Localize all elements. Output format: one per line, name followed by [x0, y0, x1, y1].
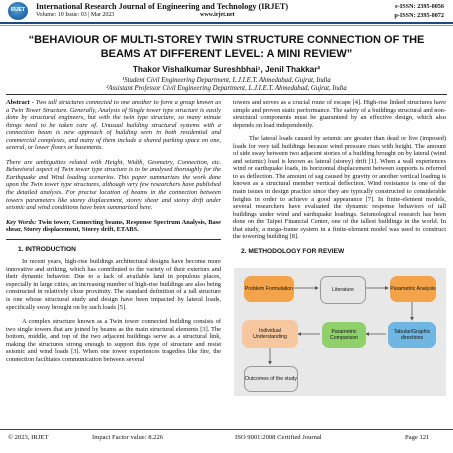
node-outcomes-of-study: Outcomes of the study: [244, 366, 298, 392]
paper-title: “BEHAVIOUR OF MULTI-STOREY TWIN STRUCTURE CONNECTION OF THE BEAMS AT DIFFERENT LEVEL: A MINI REVIEW”: [28, 34, 425, 60]
abstract-paragraph-2: There are ambiguities related with Height, Width, Geometry, Connection, etc. Behavioral aspect of Twin tower type structure is to be analysed thoroughly for the Earthquake and Wind loading scenarios. This paper summarizes the work done upon the Twin tower type structures, although very few researchers have published the detailed analysis. For precise location of beams in the connection between towers parameters like storey displacement, storey shear and storey drift under seismic and wind conditions have been summarized here.: [6, 158, 221, 212]
right-paragraph-2: The lateral loads caused by seismic are greater than dead or live (imposed) loads for very tall buildings because wind pressure rises with height. The amount of side sway between two adjacent stories of a building brought on by lateral (wind and seismic) load is known as lateral (storey) drift [1]. When a wall experiences wind or earthquake loads, its horizontal displacement between supports is referred to as deflection. The amount of sag caused by gravity or another vertical loading is known as a structural member vertical deflection. Wind resistance is one of the main issues in design practice since they are typically constructed to considerable heights in order to achieve a good appearance [7]. In finite-element models, several researchers have evaluated the dynamic response behaviors of tall buildings under wind and earthquake loadings. Seismological research has been done on the Taipei Financial Center, one of the tallest buildings in the world. In that study, a mega-frame system in a finite-element model was used to construct the towering building [8].: [233, 135, 446, 241]
footer-copyright: © 2023, IRJET: [8, 434, 49, 441]
irjet-logo: IRJET: [8, 2, 28, 20]
node-tabular-graphic-directions: Tabular/Graphic directions: [388, 322, 436, 348]
node-problem-formulation: Problem Formulation: [244, 276, 294, 302]
node-individual-understanding: Individual Understanding: [242, 320, 298, 348]
left-column: [6, 99, 221, 363]
node-parametric-comparison: Parametric Comparison: [322, 322, 366, 348]
right-column: [233, 99, 446, 255]
journal-header: [0, 0, 453, 22]
footer-page-number: Page 121: [405, 434, 430, 441]
abstract: Abstract - Two tall structures connected to one another to form a group known as a Twin Tower Structure. Generally, Analysis of Single tower type structure is easily done by structural engineers, but with the twin type structure, so many minute things need to be taken care of. Unusual building structural systems with a connection beam is new approach of building seen in both residential and commercial complexes, and many of them include a shared parking space on one, several, or lower floors or basements.: [6, 99, 221, 152]
node-parametric-analysis: Parametric Analysis: [390, 276, 436, 302]
abstract-label: Abstract -: [6, 99, 34, 106]
footer-iso: ISO 9001:2008 Certified Journal: [235, 434, 322, 441]
section-introduction-heading: 1. INTRODUCTION: [18, 245, 76, 253]
footer-rule: [0, 429, 453, 430]
keywords: Key Words: Twin tower, Connecting beams, Response Spectrum Analysis, Base shear, Storey displacement, Storey drift, ETABS.: [6, 218, 221, 234]
volume-issue: Volume: 10 Issue: 03 | Mar 2023: [36, 12, 115, 18]
methodology-flowchart: [234, 268, 446, 396]
e-issn: e-ISSN: 2395-0056: [395, 3, 444, 10]
right-paragraph-1: towers and serves as a crucial route of escape [4]. High-rise linked structures have simple and proven static performance. The safety of a buildings structural and non-structural components must be guaranteed by an effective design, which also depends on load independently.: [233, 99, 446, 129]
header-rule: [0, 22, 453, 24]
node-literature: Literature: [320, 276, 366, 304]
abstract-rule-top: [6, 94, 447, 95]
keywords-label: Key Words:: [6, 218, 37, 226]
abstract-rule-bottom: [6, 237, 221, 240]
intro-paragraph-1: In recent years, high-rise buildings architectural designs have become more innovative and striking, which has contributed to the variety of their exteriors and their dynamic behavior. Due to a lack of available land in populous places, especially in large cities, an increasing number of high-rise buildings are also being constructed in relatively close proximity. The standard definition of a tall structure is one whose structural study and design have been impacted by lateral loads, specifically sway brought on by such loads [5].: [6, 258, 221, 311]
affiliation-2: ²Assistant Professor Civil Engineering Department, L.J.I.E.T. Ahmedabad, Gujrat, India: [106, 85, 347, 92]
header-rule-thin: [0, 25, 453, 26]
footer-impact-factor: Impact Factor value: 8.226: [92, 434, 164, 441]
intro-paragraph-2: A complex structure known as a Twin tower connected building consists of two single towers that are joined by beams as the main structural elements [3]. The bottom, middle, and top of the two adjacent buildings serve as a structural link, making the structures strong enough to support this type of structure and resist seismic and wind loads [3]. When one tower experiences tragedies like fire, the connection facilitates communication between several: [6, 318, 221, 363]
journal-name: International Research Journal of Engineering and Technology (IRJET): [36, 2, 289, 11]
section-methodology-heading: 2. METHODOLOGY FOR REVIEW: [241, 247, 345, 255]
authors: Thakor Vishalkumar Sureshbhai¹, Jenil Thakkar²: [132, 65, 321, 74]
journal-url[interactable]: www.irjet.net: [200, 12, 235, 18]
affiliation-1: ¹Student Civil Engineering Department, L.J.I.E.T. Ahmedabad, Gujrat, India: [122, 77, 331, 84]
p-issn: p-ISSN: 2395-0072: [394, 12, 444, 19]
